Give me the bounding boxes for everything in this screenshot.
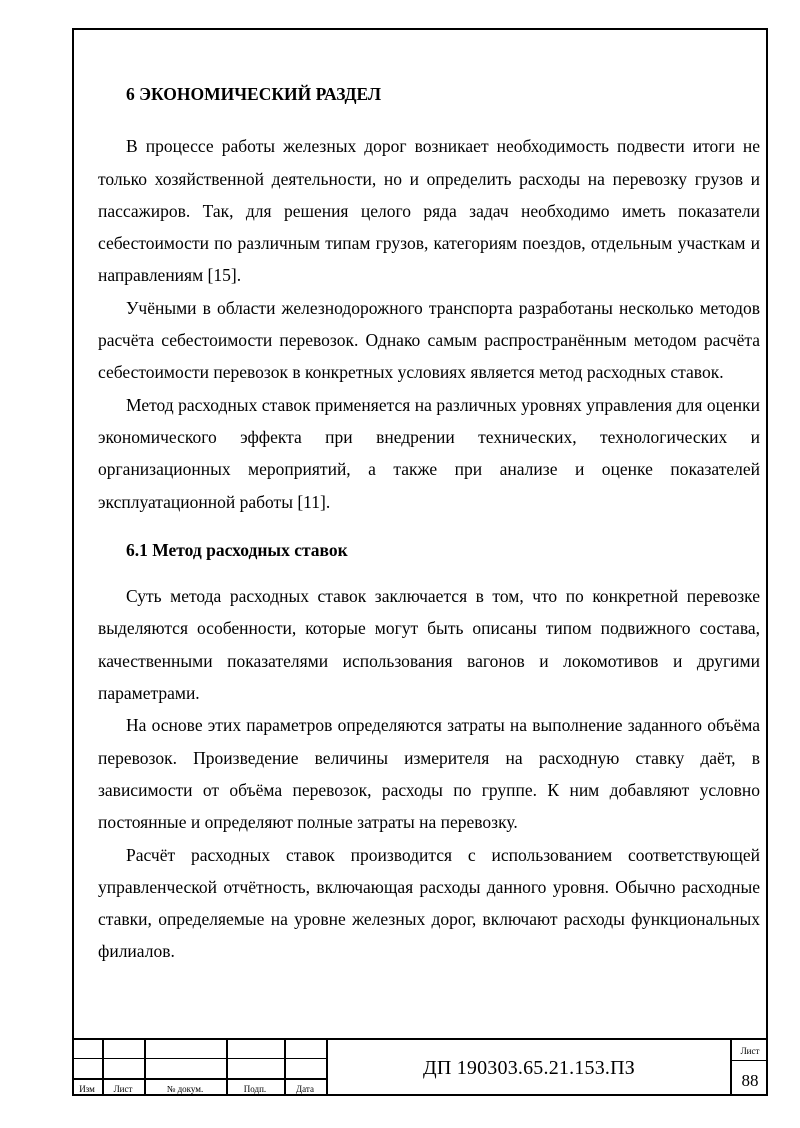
sheet-label: Лист xyxy=(740,1046,760,1056)
label-izm: Изм xyxy=(79,1084,95,1094)
page-number: 88 xyxy=(741,1071,759,1090)
paragraph: В процессе работы железных дорог возникает необходимость подвести итоги не только хозяйственной деятельности, но и определить расходы на перевозку грузов и пассажиров. Так, для решения целого ряда задач необходимо иметь показатели себестоимости по различным типам грузов, категориям поездов, отдельным участкам и направлениям [15]. xyxy=(98,136,760,286)
stamp-row-line xyxy=(730,1060,768,1061)
paragraph: Расчёт расходных ставок производится с использованием соответствующей управленческой отчётность, включающая расходы данного уровня. Обычно расходные ставки, определяемые на уровне железных дорог, включают расходы функциональных филиалов. xyxy=(98,844,760,962)
stamp-row-line xyxy=(72,1058,326,1059)
document-number: ДП 190303.65.21.153.ПЗ xyxy=(423,1056,635,1079)
subsection-title: 6.1 Метод расходных ставок xyxy=(126,539,348,560)
section-title: 6 ЭКОНОМИЧЕСКИЙ РАЗДЕЛ xyxy=(126,84,381,104)
paragraph: Учёными в области железнодорожного транспорта разработаны несколько методов расчёта себестоимости перевозок. Однако самым распространённым методом расчёта себестоимости перевозок в конкретных условиях является метод расходных ставок. xyxy=(98,297,760,383)
paragraph: Суть метода расходных ставок заключается в том, что по конкретной перевозке выделяются особенности, которые могут быть описаны типом подвижного состава, качественными показателями использования вагонов и локомотивов и другими параметрами. xyxy=(98,586,760,704)
label-date: Дата xyxy=(296,1084,314,1094)
label-doc-no: № докум. xyxy=(166,1084,204,1094)
paragraph: На основе этих параметров определяются затраты на выполнение заданного объёма перевозок. Произведение величины измерителя на расходную ставку даёт, в зависимости от объёма перевозок, расходы по группе. К ним добавляют условно постоянные и определяют полные затраты на перевозку. xyxy=(98,715,760,833)
paragraph: Метод расходных ставок применяется на различных уровнях управления для оценки экономического эффекта при внедрении технических, технологических и организационных мероприятий, а также при анализе и оценке показателей эксплуатационной работы [11]. xyxy=(98,394,760,512)
page-content xyxy=(98,70,760,968)
label-signature: Подп. xyxy=(243,1084,267,1094)
title-block xyxy=(72,1038,768,1096)
label-list: Лист xyxy=(113,1084,133,1094)
stamp-row-line xyxy=(72,1078,326,1080)
